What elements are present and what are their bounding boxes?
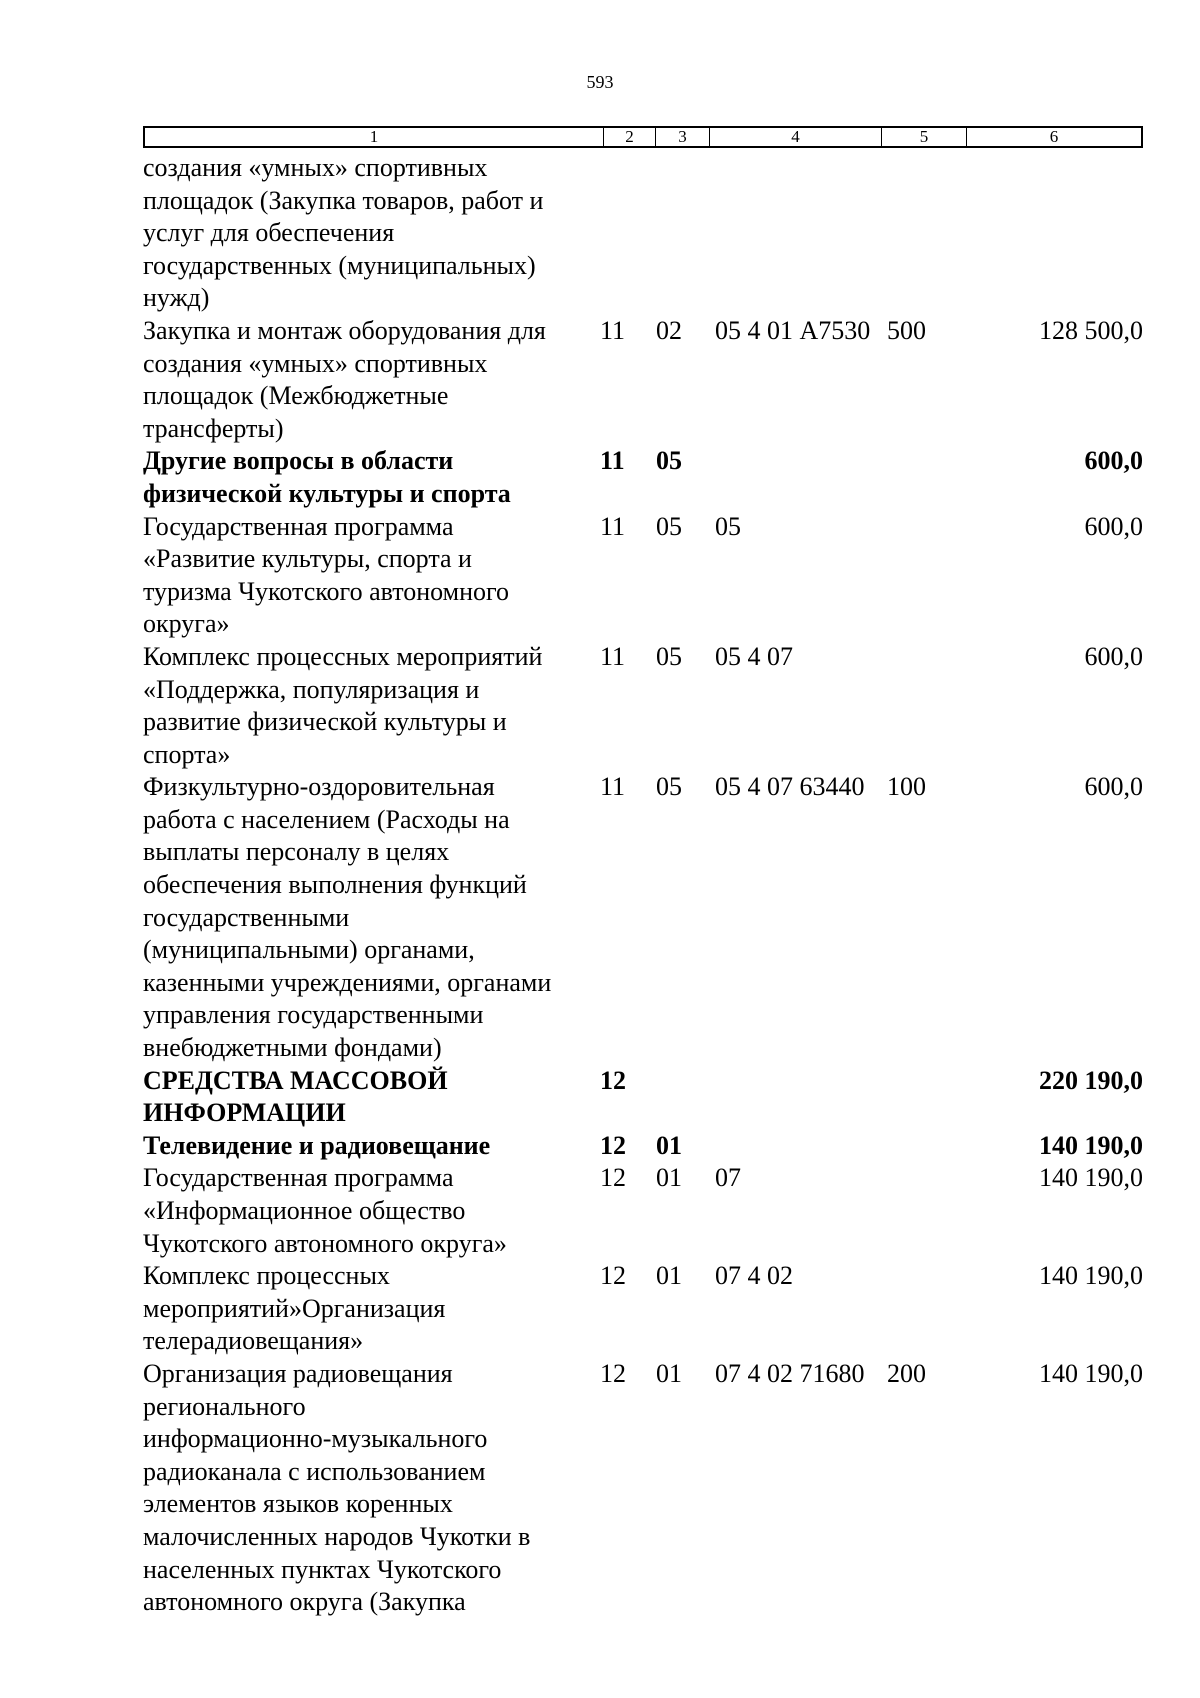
table-row bbox=[143, 1162, 1143, 1260]
description-line: услуг для обеспечения bbox=[143, 218, 395, 248]
header-col-6: 6 bbox=[1049, 127, 1059, 146]
description-line: (муниципальными) органами, bbox=[143, 935, 475, 965]
row-subsection-code: 01 bbox=[656, 1130, 682, 1160]
table-row bbox=[143, 511, 1143, 641]
row-section-code: 12 bbox=[600, 1130, 626, 1160]
description-line: автономного округа (Закупка bbox=[143, 1587, 466, 1617]
row-description bbox=[143, 1065, 598, 1130]
row-expense-type: 100 bbox=[887, 772, 926, 802]
table-row bbox=[143, 1358, 1143, 1619]
row-target-article: 05 4 07 63440 bbox=[715, 772, 865, 802]
description-line: регионального bbox=[143, 1391, 306, 1421]
row-target-article: 05 4 01 А7530 bbox=[715, 315, 871, 345]
table-row bbox=[143, 771, 1143, 1064]
row-subsection-code: 05 bbox=[656, 511, 682, 541]
row-section-code: 11 bbox=[600, 641, 626, 671]
table-row bbox=[143, 152, 1143, 315]
row-description bbox=[143, 1162, 598, 1260]
row-amount: 140 190,0 bbox=[1039, 1358, 1143, 1388]
description-line: малочисленных народов Чукотки в bbox=[143, 1521, 531, 1551]
description-line: Государственная программа bbox=[143, 511, 454, 541]
row-description bbox=[143, 1130, 598, 1163]
description-line: населенных пунктах Чукотского bbox=[143, 1554, 502, 1584]
row-subsection-code: 02 bbox=[656, 315, 682, 345]
description-line: Организация радиовещания bbox=[143, 1358, 453, 1388]
row-section-code: 11 bbox=[600, 446, 625, 476]
description-line: государственных (муниципальных) bbox=[143, 250, 536, 280]
description-line: развитие физической культуры и bbox=[143, 707, 507, 737]
row-section-code: 12 bbox=[600, 1261, 626, 1291]
row-description bbox=[143, 445, 598, 510]
table-row bbox=[143, 641, 1143, 771]
row-amount: 600,0 bbox=[1084, 772, 1143, 802]
row-amount: 600,0 bbox=[1084, 511, 1143, 541]
row-amount: 600,0 bbox=[1084, 641, 1143, 671]
row-amount: 128 500,0 bbox=[1039, 315, 1143, 345]
description-line: радиоканала с использованием bbox=[143, 1456, 486, 1486]
description-line: внебюджетными фондами) bbox=[143, 1033, 442, 1063]
row-subsection-code: 01 bbox=[656, 1261, 682, 1291]
description-line: создания «умных» спортивных bbox=[143, 348, 488, 378]
row-description bbox=[143, 152, 598, 315]
description-line: физической культуры и спорта bbox=[143, 478, 511, 508]
description-line: площадок (Закупка товаров, работ и bbox=[143, 185, 544, 215]
row-description bbox=[143, 511, 598, 641]
description-line: информационно-музыкального bbox=[143, 1424, 488, 1454]
description-line: телерадиовещания» bbox=[143, 1326, 364, 1356]
description-line: спорта» bbox=[143, 739, 231, 769]
header-col-1: 1 bbox=[145, 128, 604, 146]
row-description bbox=[143, 315, 598, 445]
description-line: казенными учреждениями, органами bbox=[143, 967, 552, 997]
row-subsection-code: 05 bbox=[656, 446, 682, 476]
row-subsection-code: 05 bbox=[656, 772, 682, 802]
description-line: Другие вопросы в области bbox=[143, 446, 454, 476]
description-line: Государственная программа bbox=[143, 1163, 454, 1193]
description-line: трансферты) bbox=[143, 413, 284, 443]
description-line: Телевидение и радиовещание bbox=[143, 1130, 491, 1160]
row-target-article: 07 bbox=[715, 1163, 741, 1193]
description-line: Физкультурно-оздоровительная bbox=[143, 772, 495, 802]
description-line: площадок (Межбюджетные bbox=[143, 381, 449, 411]
description-line: Чукотского автономного округа» bbox=[143, 1228, 507, 1258]
row-section-code: 12 bbox=[600, 1163, 626, 1193]
description-line: нужд) bbox=[143, 283, 210, 313]
description-line: Закупка и монтаж оборудования для bbox=[143, 315, 546, 345]
table-row bbox=[143, 1260, 1143, 1358]
description-line: СРЕДСТВА МАССОВОЙ bbox=[143, 1065, 448, 1095]
header-col-5: 5 bbox=[882, 128, 967, 146]
description-line: управления государственными bbox=[143, 1000, 484, 1030]
row-subsection-code: 01 bbox=[656, 1358, 682, 1388]
table-row bbox=[143, 315, 1143, 445]
table-body bbox=[143, 152, 1143, 1619]
description-line: мероприятий»Организация bbox=[143, 1293, 446, 1323]
table-row bbox=[143, 1130, 1143, 1163]
row-description bbox=[143, 641, 598, 771]
row-section-code: 11 bbox=[600, 511, 626, 541]
row-target-article: 07 4 02 71680 bbox=[715, 1358, 865, 1388]
row-section-code: 11 bbox=[600, 772, 626, 802]
description-line: ИНФОРМАЦИИ bbox=[143, 1098, 346, 1128]
description-line: Комплекс процессных bbox=[143, 1261, 390, 1291]
row-amount: 140 190,0 bbox=[1039, 1261, 1143, 1291]
description-line: создания «умных» спортивных bbox=[143, 153, 488, 182]
description-line: округа» bbox=[143, 609, 230, 639]
row-target-article: 05 4 07 bbox=[715, 641, 793, 671]
page-number: 593 bbox=[586, 72, 614, 92]
row-description bbox=[143, 1260, 598, 1358]
row-section-code: 11 bbox=[600, 315, 626, 345]
header-col-3: 3 bbox=[656, 128, 710, 146]
row-description bbox=[143, 771, 598, 1064]
row-target-article: 05 bbox=[715, 511, 741, 541]
header-col-2: 2 bbox=[604, 128, 656, 146]
table-header bbox=[143, 126, 1143, 148]
description-line: выплаты персоналу в целях bbox=[143, 837, 450, 867]
description-line: Комплекс процессных мероприятий bbox=[143, 641, 543, 671]
row-amount: 140 190,0 bbox=[1039, 1130, 1143, 1160]
row-description bbox=[143, 1358, 598, 1619]
description-line: «Развитие культуры, спорта и bbox=[143, 544, 472, 574]
row-expense-type: 500 bbox=[887, 315, 926, 345]
description-line: «Информационное общество bbox=[143, 1196, 466, 1225]
description-line: государственными bbox=[143, 902, 350, 932]
row-target-article: 07 4 02 bbox=[715, 1261, 793, 1291]
description-line: обеспечения выполнения функций bbox=[143, 870, 527, 900]
row-section-code: 12 bbox=[600, 1358, 626, 1388]
table-row bbox=[143, 445, 1143, 510]
row-subsection-code: 05 bbox=[656, 641, 682, 671]
row-amount: 600,0 bbox=[1084, 446, 1143, 476]
table-row bbox=[143, 1065, 1143, 1130]
row-expense-type: 200 bbox=[887, 1358, 926, 1388]
description-line: элементов языков коренных bbox=[143, 1489, 453, 1519]
description-line: туризма Чукотского автономного bbox=[143, 576, 510, 606]
description-line: работа с населением (Расходы на bbox=[143, 804, 510, 834]
row-amount: 220 190,0 bbox=[1039, 1065, 1143, 1095]
description-line: «Поддержка, популяризация и bbox=[143, 674, 480, 704]
row-section-code: 12 bbox=[600, 1065, 626, 1095]
row-amount: 140 190,0 bbox=[1039, 1163, 1143, 1193]
row-subsection-code: 01 bbox=[656, 1163, 682, 1193]
header-col-4: 4 bbox=[710, 128, 882, 146]
